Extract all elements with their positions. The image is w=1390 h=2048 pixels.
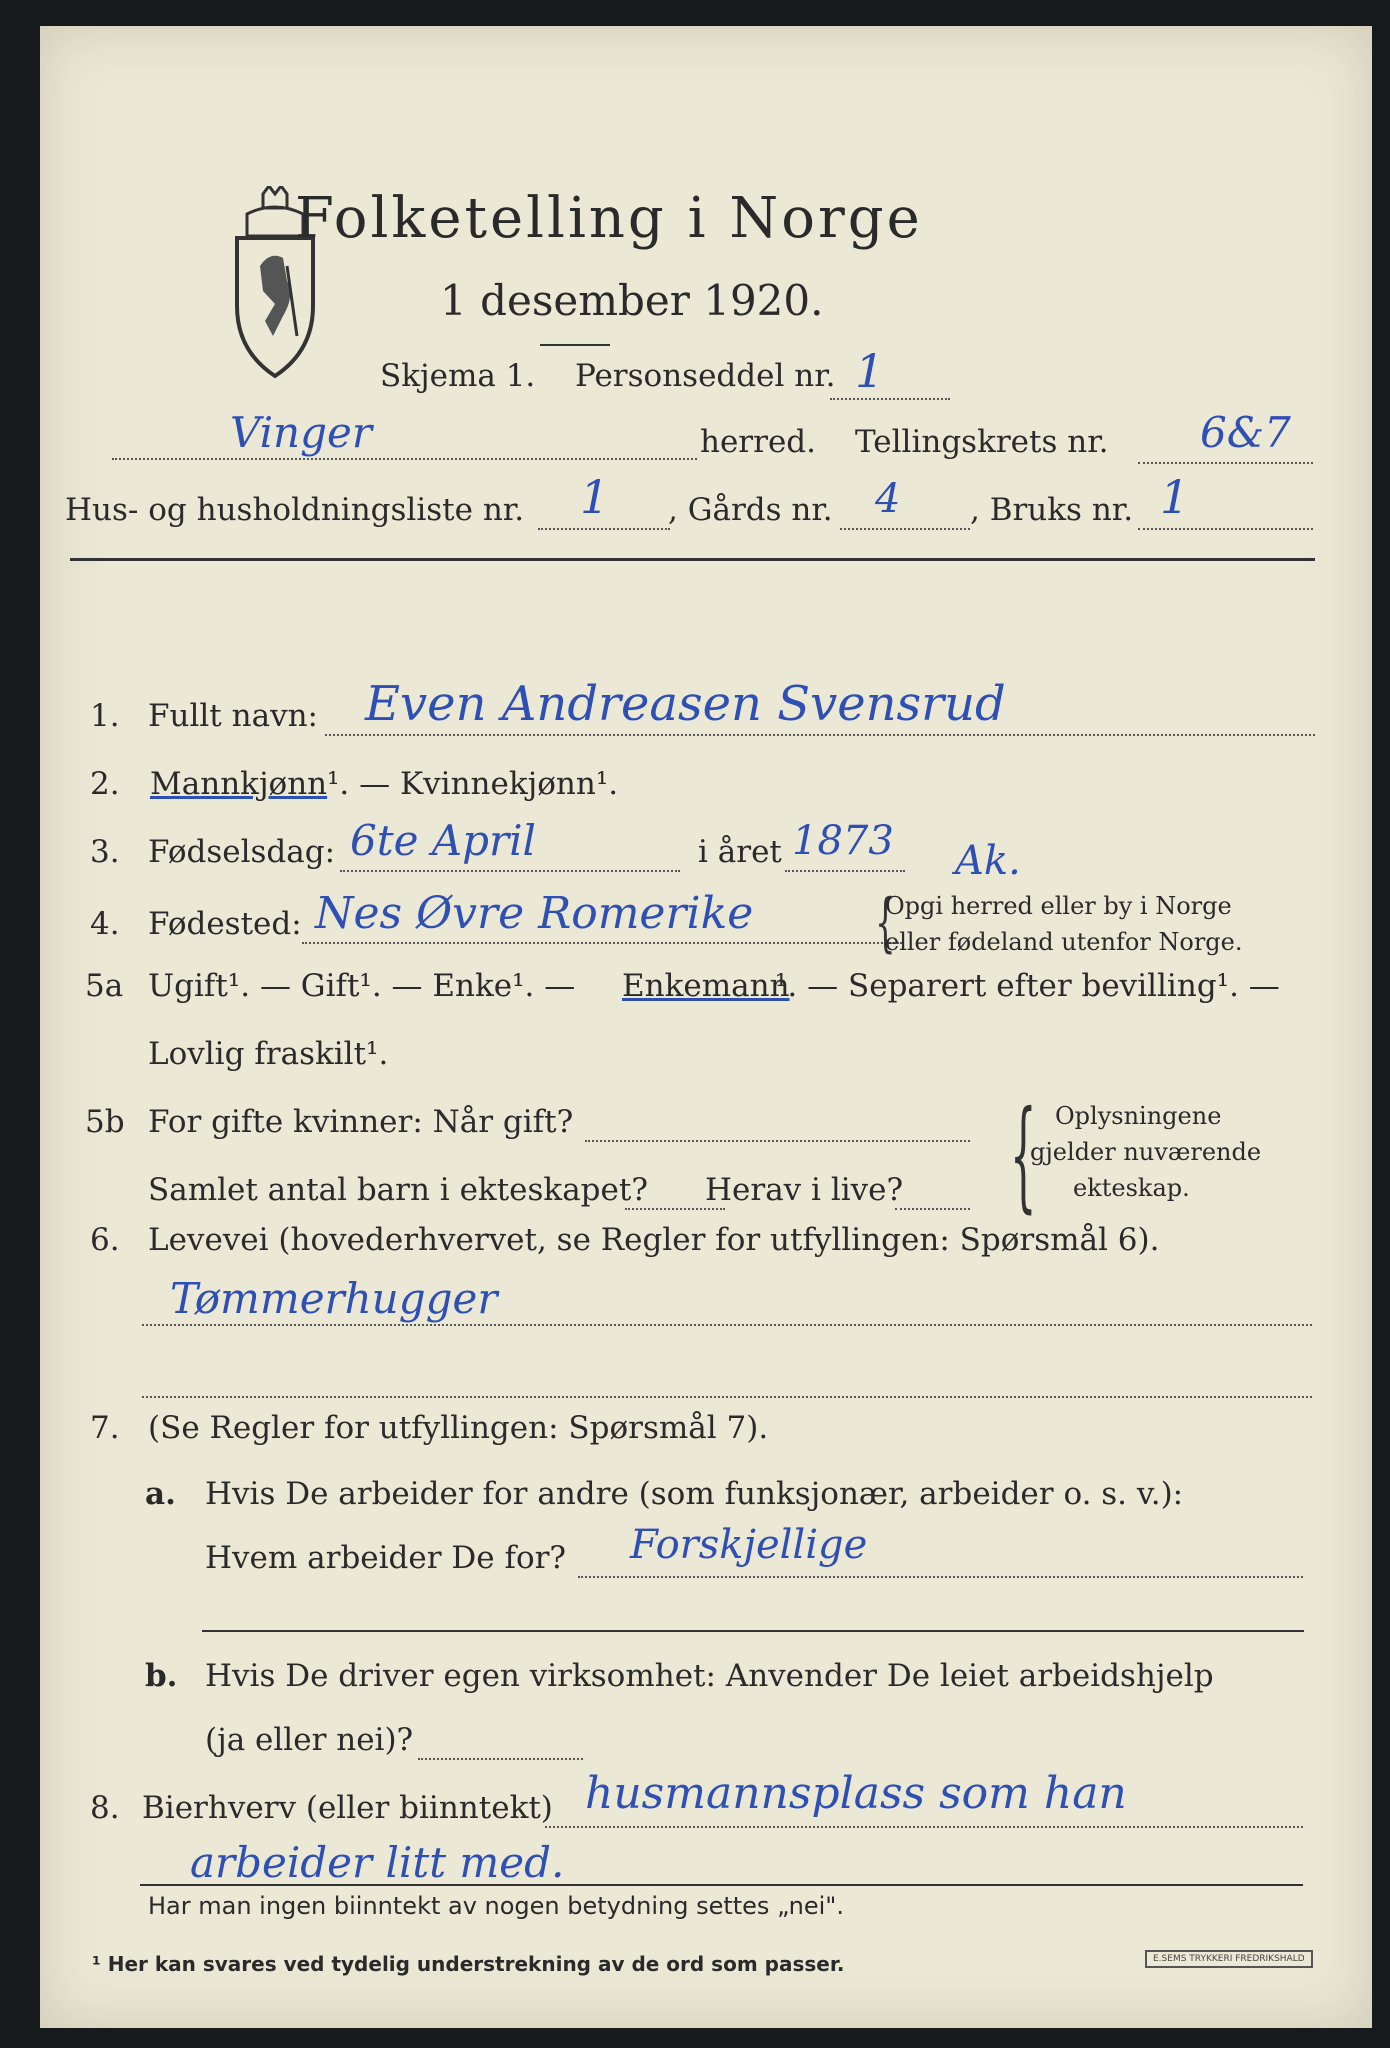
q5b-brace: { [1009,1086,1037,1225]
herred-value: Vinger [230,408,372,457]
footnote: ¹ Her kan svares ved tydelig understrekning av de ord som passer. [92,1952,845,1976]
q1-label: Fullt navn: [148,698,318,734]
q6-text: Levevei (hovederhvervet, se Regler for utfyllingen: Spørsmål 6). [148,1222,1160,1258]
q5a-enkemann: Enkemann [622,968,790,1004]
q3-value: 6te April [350,816,536,865]
q7-text: (Se Regler for utfyllingen: Spørsmål 7). [148,1410,769,1446]
title-divider [540,344,610,346]
gards-line [840,528,970,530]
q3-year-value: 1873 [792,818,894,864]
printer-stamp: E.SEMS TRYKKERI FREDRIKSHALD [1145,1950,1313,1968]
q8-label: Bierhverv (eller biinntekt) [142,1790,553,1826]
q2-kvinnekjonn: ¹. — Kvinnekjønn¹. [327,766,619,802]
q6-number: 6. [90,1222,120,1258]
q8-line-2 [140,1884,1303,1886]
form-title: Folketelling i Norge [295,186,923,251]
q7b-text: Hvis De driver egen virksomhet: Anvender De leiet arbeidshjelp [205,1658,1214,1694]
q5b-note-2: gjelder nuværende [1030,1138,1262,1166]
q3-year-label: i året [698,834,782,870]
q2-number: 2. [90,766,120,802]
q8-value-1: husmannsplass som han [585,1768,1127,1819]
q7b-sub: (ja eller nei)? [205,1722,414,1758]
q7b-letter: b. [145,1658,178,1694]
q3-number: 3. [90,834,120,870]
q6-value: Tømmerhugger [170,1274,498,1323]
q3-label: Fødselsdag: [148,834,336,870]
husliste-line [538,528,670,530]
herred-label: herred. [700,424,816,460]
q6-line-2 [142,1396,1312,1398]
q5a-number: 5a [85,968,124,1004]
skjema-label: Skjema 1. [380,358,536,394]
q1-value: Even Andreasen Svensrud [365,676,1006,732]
q4-value: Nes Øvre Romerike [315,888,754,939]
q5b-text-b: Samlet antal barn i ekteskapet? [148,1172,648,1208]
q5a-text-c: ¹. — Separert efter bevilling¹. — [775,968,1280,1004]
q1-line [325,734,1315,736]
q5a-text-d: Lovlig fraskilt¹. [148,1036,389,1072]
q3-line [340,870,680,872]
q8-value-2: arbeider litt med. [190,1838,565,1887]
q7a-line-2 [202,1630,1304,1632]
bruks-line [1138,528,1313,530]
q5a-text-a: Ugift¹. — Gift¹. — Enke¹. — [148,968,576,1004]
q5b-text-c: Herav i live? [705,1172,904,1208]
gards-label: , Gårds nr. [668,492,833,528]
q3-extra: Ak. [955,838,1021,884]
census-form-page [40,26,1372,2028]
personseddel-value: 1 [855,344,885,398]
q7a-value: Forskjellige [630,1522,868,1568]
q7-number: 7. [90,1410,120,1446]
bruks-value: 1 [1160,470,1190,524]
gards-value: 4 [875,476,901,522]
personseddel-label: Personseddel nr. [575,358,836,394]
q5b-number: 5b [85,1104,125,1140]
header-rule [70,558,1315,561]
q7a-letter: a. [145,1476,176,1512]
q5b-note-3: ekteskap. [1073,1174,1190,1202]
q4-label: Fødested: [148,906,302,942]
personseddel-line [830,398,950,400]
q8-line-1 [545,1826,1303,1828]
q7a-text: Hvis De arbeider for andre (som funksjonær, arbeider o. s. v.): [205,1476,1184,1512]
tellingskrets-label: Tellingskrets nr. [855,424,1109,460]
q4-note-1: Opgi herred eller by i Norge [885,892,1232,920]
q7a-line-1 [578,1576,1303,1578]
q4-number: 4. [90,906,120,942]
q4-line [302,942,902,944]
husliste-value: 1 [580,470,610,524]
husliste-label: Hus- og husholdningsliste nr. [65,492,525,528]
census-date: 1 desember 1920. [440,276,824,325]
q7a-sub: Hvem arbeider De for? [205,1540,567,1576]
q8-number: 8. [90,1790,120,1826]
q5b-text-a: For gifte kvinner: Når gift? [148,1104,574,1140]
q5b-line-2 [625,1208,725,1210]
q7b-line [418,1758,583,1760]
q6-line-1 [142,1324,1312,1326]
q5b-line-1 [585,1140,970,1142]
q8-note: Har man ingen biinntekt av nogen betydning settes „nei". [148,1892,844,1920]
q1-number: 1. [90,698,120,734]
herred-line [112,458,697,460]
tellingskrets-value: 6&7 [1200,408,1291,457]
q2-mannkjonn: Mannkjønn [150,766,328,802]
bruks-label: , Bruks nr. [970,492,1134,528]
tellingskrets-line [1138,462,1313,464]
q5b-line-3 [895,1208,970,1210]
q5b-note-1: Oplysningene [1055,1102,1222,1130]
q3-year-line [785,870,905,872]
q4-brace: { [875,886,896,960]
q4-note-2: eller fødeland utenfor Norge. [885,928,1243,956]
